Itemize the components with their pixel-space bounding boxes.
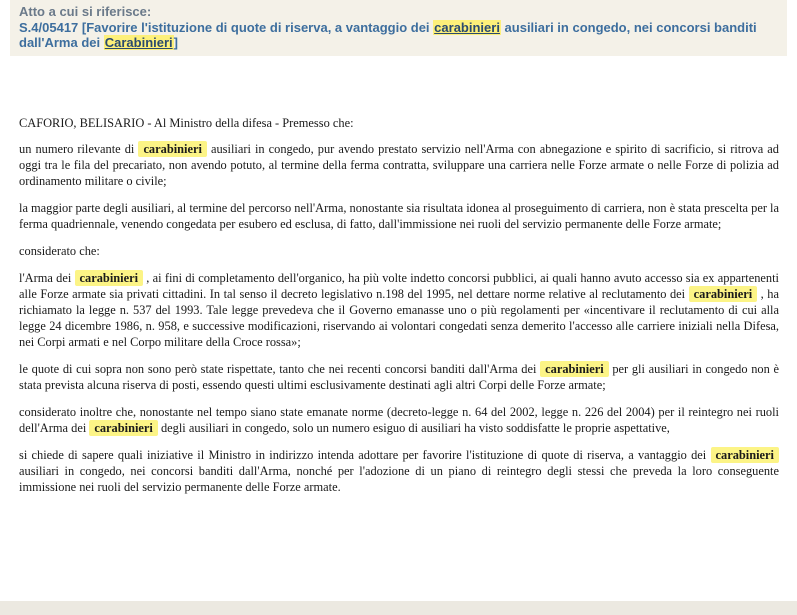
highlight-carabinieri: carabinieri bbox=[89, 420, 158, 436]
p4-text-a: l'Arma dei bbox=[19, 271, 75, 285]
p7-text-b: ausiliari in congedo, nei concorsi banditi dall'Arma, nonché per l'adozione di un piano di reintegro degli stessi che preveda la loro conseguente immissione nei ruoli del servizio permanente delle Forze armate. bbox=[19, 464, 779, 494]
author-line: CAFORIO, BELISARIO - Al Ministro della difesa - Premesso che: bbox=[19, 116, 354, 130]
paragraph-1 bbox=[19, 141, 779, 189]
reference-highlight-carabinieri: carabinieri bbox=[434, 20, 500, 35]
reference-box bbox=[10, 0, 787, 56]
p1-text-a: un numero rilevante di bbox=[19, 142, 139, 156]
paragraph-3: considerato che: bbox=[19, 244, 100, 258]
bottom-bar bbox=[0, 601, 797, 615]
reference-title: Atto a cui si riferisce: bbox=[19, 4, 152, 19]
p5-text-a: le quote di cui sopra non sono però state rispettate, tanto che nei recenti concorsi banditi dall'Arma dei bbox=[19, 362, 541, 376]
paragraph-6 bbox=[19, 404, 779, 436]
reference-link[interactable] bbox=[19, 20, 777, 50]
p5-text-b: per gli ausiliari in congedo non è stata prevista alcuna riserva di posti, essendo questi ultimi esclusivamente destinati agli altri Corpi delle Forze armate; bbox=[19, 362, 779, 392]
reference-highlight-carabinieri-2: Carabinieri bbox=[104, 35, 173, 50]
paragraph-2: la maggior parte degli ausiliari, al termine del percorso nell'Arma, nonostante sia risultata idonea al proseguimento di carriera, non è stata prescelta per la ferma quadriennale, venendo congedata per esubero ed esclusa, di fatto, dall'immissione nei ruoli del servizio permanente delle Forze armate; bbox=[19, 201, 779, 231]
highlight-carabinieri: carabinieri bbox=[689, 286, 758, 302]
p4-text-b: , ai fini di completamento dell'organico, ha più volte indetto concorsi pubblici, ai quali hanno avuto accesso sia ex appartenenti alle Forze armate sia privati cittadini. In tal senso il decreto legislativo n.198 del 1995, nel dettare norme relative al reclutamento dei bbox=[19, 271, 779, 301]
p1-text-b: ausiliari in congedo, pur avendo prestato servizio nell'Arma con abnegazione e spirito di sacrificio, si ritrova ad oggi tra le fila del precariato, non avendo potuto, al termine della ferma contratta, sviluppare una carriera nelle Forze armate o nelle Forze di polizia ad ordinamento militare o civile; bbox=[19, 142, 779, 188]
paragraph-4 bbox=[19, 270, 779, 350]
document-body bbox=[19, 115, 779, 506]
highlight-carabinieri: carabinieri bbox=[711, 447, 780, 463]
highlight-carabinieri: carabinieri bbox=[138, 141, 207, 157]
highlight-carabinieri: carabinieri bbox=[75, 270, 144, 286]
paragraph-7 bbox=[19, 447, 779, 495]
p4-text-c: , ha richiamato la legge n. 537 del 1993. Tale legge prevedeva che il Governo emanasse uno o più regolamenti per «incentivare il reclutamento di cui alla legge 24 dicembre 1986, n. 958, e successive modificazioni, riservando ai volontari congedati senza demerito l'accesso alle carriere iniziali nella Difesa, nei Corpi armati e nel Corpo militare della Croce rossa»; bbox=[19, 287, 779, 349]
paragraph-5 bbox=[19, 361, 779, 393]
reference-suffix: ] bbox=[173, 35, 178, 50]
p6-text-a: considerato inoltre che, nonostante nel tempo siano state emanate norme (decreto-legge n. 64 del 2002, legge n. 226 del 2004) per il reintegro nei ruoli dell'Arma dei bbox=[19, 405, 779, 435]
p7-text-a: si chiede di sapere quali iniziative il Ministro in indirizzo intenda adottare per favorire l'istituzione di quote di riserva, a vantaggio dei bbox=[19, 448, 711, 462]
highlight-carabinieri: carabinieri bbox=[540, 361, 609, 377]
reference-middle: ausiliari in congedo, nei concorsi banditi dall'Arma dei bbox=[19, 20, 757, 50]
reference-prefix: S.4/05417 [Favorire l'istituzione di quote di riserva, a vantaggio dei bbox=[19, 20, 434, 35]
p6-text-b: degli ausiliari in congedo, solo un numero esiguo di ausiliari ha visto soddisfatte le proprie aspettative, bbox=[157, 421, 670, 435]
